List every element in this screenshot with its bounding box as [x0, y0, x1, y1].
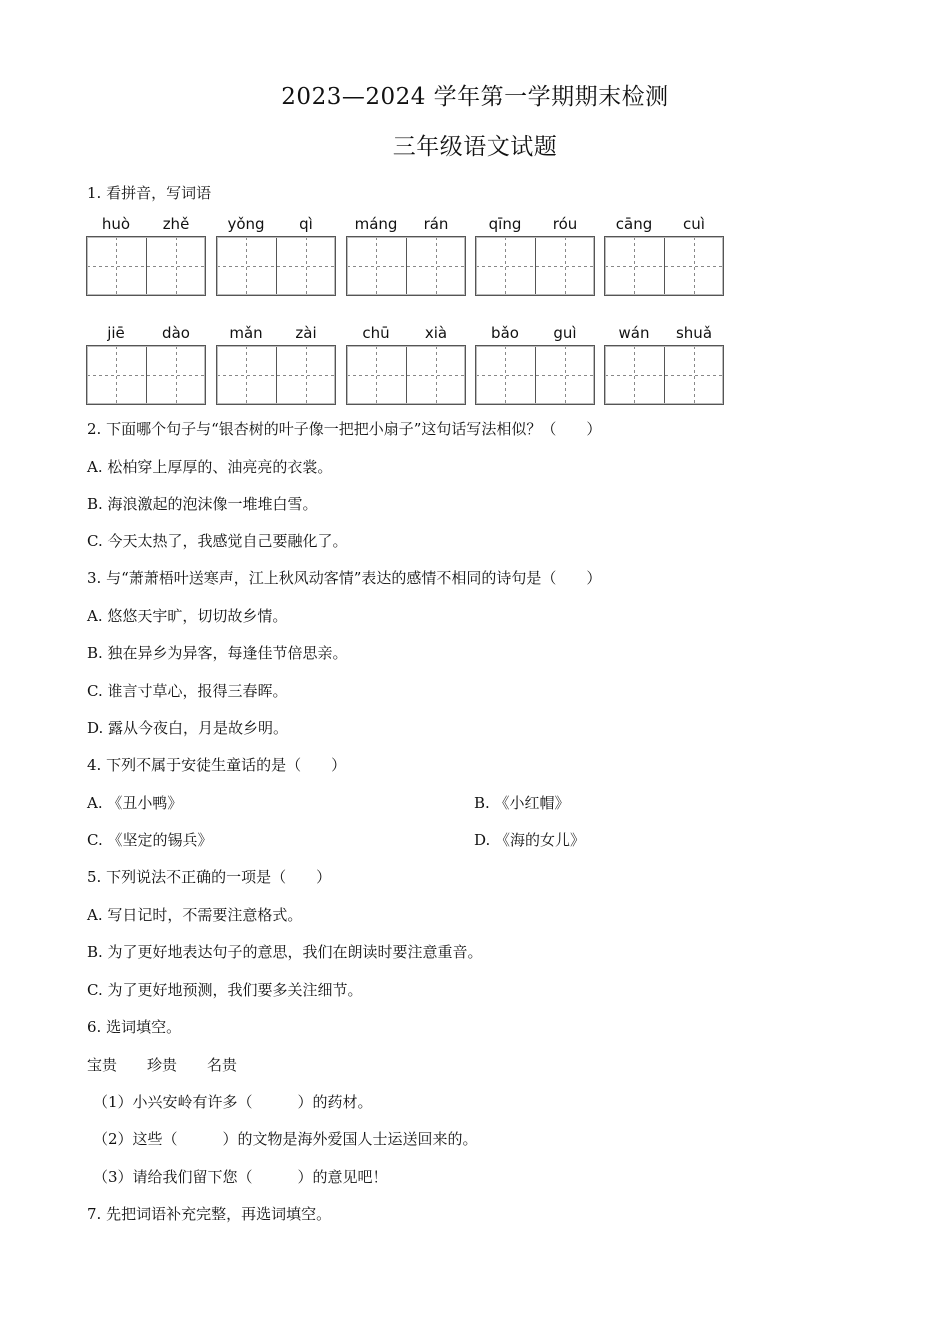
question-3-option-c[interactable]: C. 谁言寸草心，报得三春晖。: [87, 682, 288, 700]
question-6-item-1[interactable]: （1）小兴安岭有许多（ ）的药材。: [93, 1093, 373, 1111]
pinyin-syllable: dào: [162, 324, 190, 342]
question-2-option-c[interactable]: C. 今天太热了，我感觉自己要融化了。: [87, 532, 348, 550]
pinyin-syllable: jiē: [107, 324, 125, 342]
question-3-stem: 3. 与“萧萧梧叶送寒声，江上秋风动客情”表达的感情不相同的诗句是（ ）: [87, 569, 602, 587]
writing-grid[interactable]: [604, 236, 724, 296]
writing-grid[interactable]: [604, 345, 724, 405]
writing-grid[interactable]: [86, 345, 206, 405]
question-3-option-a[interactable]: A. 悠悠天宇旷，切切故乡情。: [87, 607, 288, 625]
pinyin-syllable: chū: [362, 324, 390, 342]
question-3-option-d[interactable]: D. 露从今夜白，月是故乡明。: [87, 719, 289, 737]
question-5-option-a[interactable]: A. 写日记时，不需要注意格式。: [87, 906, 303, 924]
question-5-stem: 5. 下列说法不正确的一项是（ ）: [87, 868, 332, 886]
question-5-option-b[interactable]: B. 为了更好地表达句子的意思，我们在朗读时要注意重音。: [87, 943, 483, 961]
question-6-stem: 6. 选词填空。: [87, 1018, 182, 1036]
writing-grid[interactable]: [346, 345, 466, 405]
question-5-option-c[interactable]: C. 为了更好地预测，我们要多关注细节。: [87, 981, 363, 999]
pinyin-syllable: xià: [424, 324, 448, 342]
pinyin-syllable: wán: [618, 324, 650, 342]
question-6-item-2[interactable]: （2）这些（ ）的文物是海外爱国人士运送回来的。: [93, 1130, 478, 1148]
pinyin-syllable: zài: [295, 324, 317, 342]
pinyin-syllable: qīng: [488, 215, 522, 233]
writing-grid[interactable]: [86, 236, 206, 296]
question-4-option-c[interactable]: C. 《坚定的锡兵》: [87, 831, 213, 849]
question-2-stem: 2. 下面哪个句子与“银杏树的叶子像一把把小扇子”这句话写法相似？（ ）: [87, 420, 602, 438]
question-6-word-bank: 宝贵 珍贵 名贵: [87, 1056, 238, 1074]
pinyin-syllable: rán: [423, 215, 449, 233]
pinyin-syllable: shuǎ: [675, 324, 713, 342]
writing-grid[interactable]: [346, 236, 466, 296]
pinyin-syllable: máng: [354, 215, 398, 233]
exam-title: 2023—2024 学年第一学期期末检测: [281, 84, 669, 110]
pinyin-syllable: mǎn: [229, 324, 263, 342]
question-4-option-d[interactable]: D. 《海的女儿》: [474, 831, 586, 849]
writing-grid[interactable]: [216, 345, 336, 405]
pinyin-syllable: yǒng: [227, 215, 265, 233]
pinyin-syllable: huò: [101, 215, 131, 233]
pinyin-syllable: bǎo: [491, 324, 519, 342]
question-4-option-a[interactable]: A. 《丑小鸭》: [87, 794, 183, 812]
question-2-option-b[interactable]: B. 海浪激起的泡沫像一堆堆白雪。: [87, 495, 318, 513]
question-6-item-3[interactable]: （3）请给我们留下您（ ）的意见吧！: [93, 1168, 388, 1186]
question-3-option-b[interactable]: B. 独在异乡为异客，每逢佳节倍思亲。: [87, 644, 348, 662]
question-4-option-b[interactable]: B. 《小红帽》: [474, 794, 570, 812]
writing-grid[interactable]: [216, 236, 336, 296]
pinyin-syllable: qì: [299, 215, 313, 233]
pinyin-syllable: zhě: [162, 215, 190, 233]
pinyin-syllable: guì: [553, 324, 577, 342]
question-7-stem: 7. 先把词语补充完整，再选词填空。: [87, 1205, 332, 1223]
exam-subtitle: 三年级语文试题: [392, 134, 558, 160]
pinyin-syllable: cāng: [615, 215, 653, 233]
writing-grid[interactable]: [475, 236, 595, 296]
question-2-option-a[interactable]: A. 松柏穿上厚厚的、油亮亮的衣裳。: [87, 458, 333, 476]
writing-grid[interactable]: [475, 345, 595, 405]
pinyin-syllable: cuì: [683, 215, 705, 233]
question-4-stem: 4. 下列不属于安徒生童话的是（ ）: [87, 756, 347, 774]
pinyin-syllable: róu: [552, 215, 578, 233]
question-1-stem: 1. 看拼音，写词语: [87, 184, 212, 202]
